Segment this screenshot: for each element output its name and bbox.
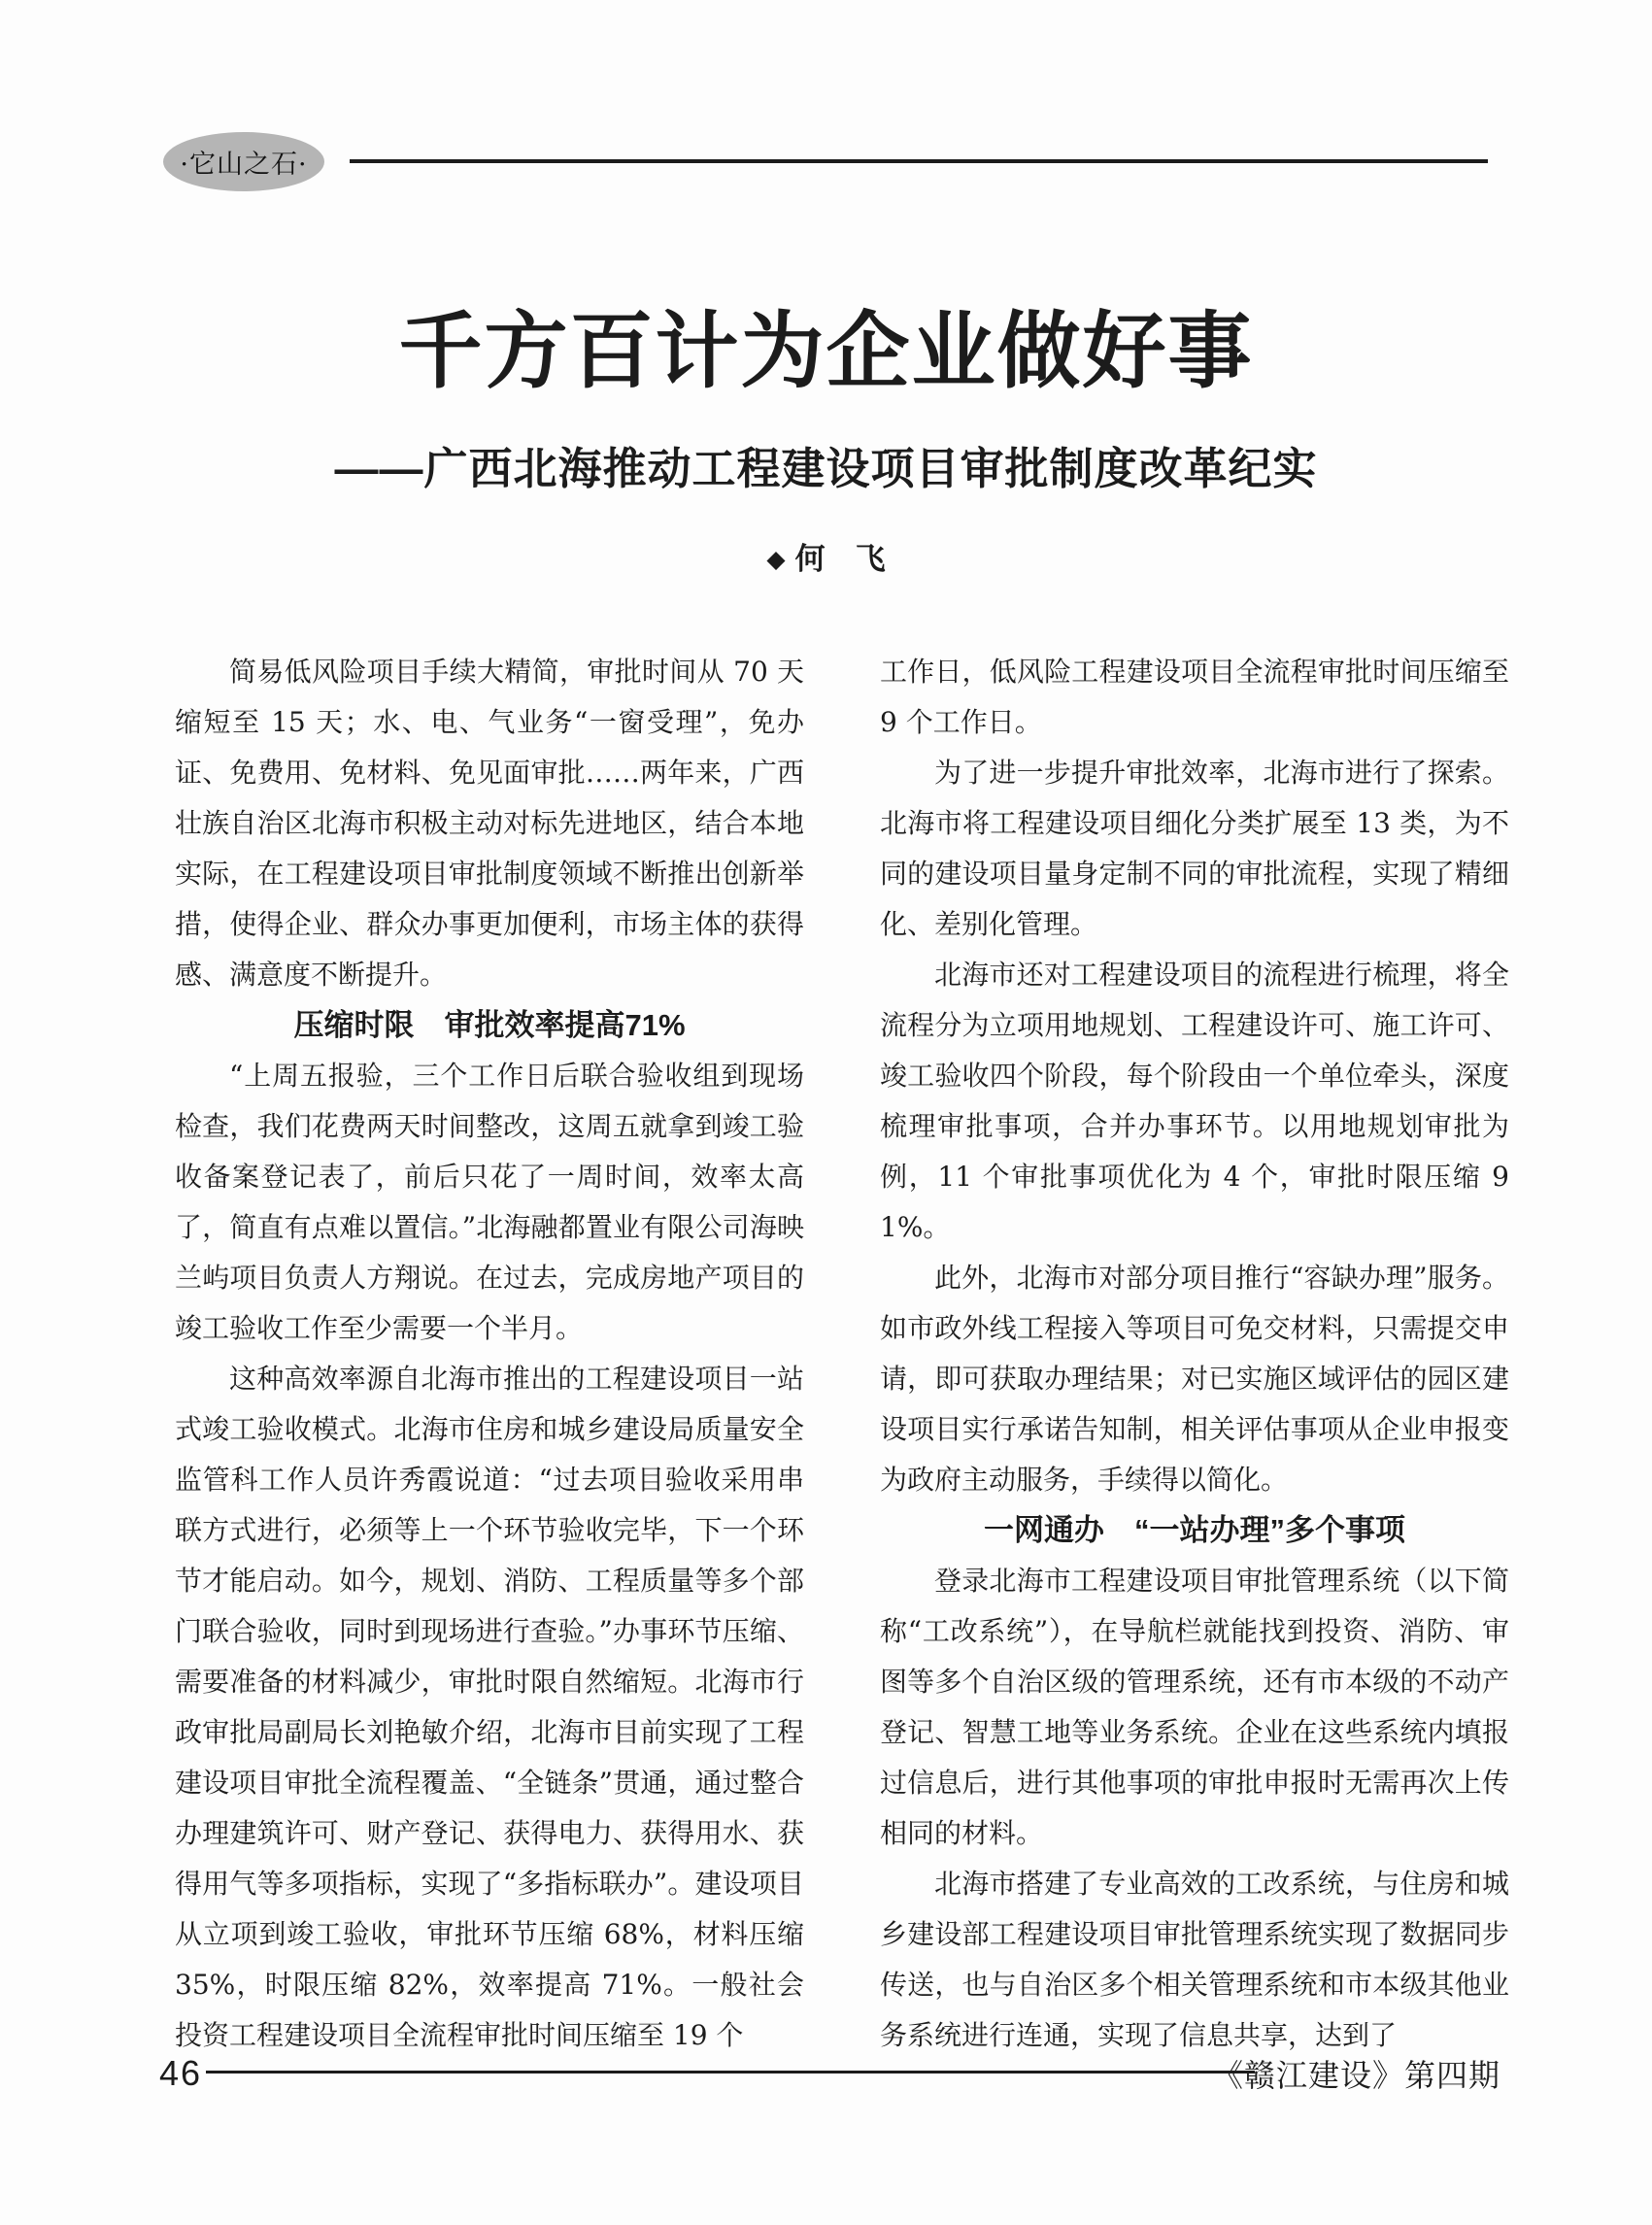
footer-journal-issue: 《赣江建设》第四期 xyxy=(1211,2057,1500,2094)
body-paragraph: 这种高效率源自北海市推出的工程建设项目一站式竣工验收模式。北海市住房和城乡建设局质量安全监管科工作人员许秀霞说道：“过去项目验收采用串联方式进行，必须等上一个环节验收完毕，下一个环节才能启动。如今，规划、消防、工程质量等多个部门联合验收，同时到现场进行查验。”办事环节压缩、需要准备的材料减少，审批时限自然缩短。北海市行政审批局副局长刘艳敏介绍，北海市目前实现了工程建设项目审批全流程覆盖、“全链条”贯通，通过整合办理建筑许可、财产登记、获得电力、获得用水、获得用气等多项指标，实现了“多指标联办”。建设项目从立项到竣工验收，审批环节压缩 68%，材料压缩 35%，时限压缩 82%，效率提高 71%。一般社会投资工程建设项目全流程审批时间压缩至 19 个 xyxy=(175,1363,804,2051)
body-paragraph: 北海市搭建了专业高效的工改系统，与住房和城乡建设部工程建设项目审批管理系统实现了数据同步传送，也与自治区多个相关管理系统和市本级其他业务系统进行连通，实现了信息共享，达到了 xyxy=(880,1868,1509,2051)
left-column xyxy=(175,647,804,2061)
right-column xyxy=(880,647,1509,2061)
header-rule xyxy=(350,159,1488,163)
author-diamond-icon: ◆ xyxy=(766,545,786,573)
body-paragraph: 简易低风险项目手续大精简，审批时间从 70 天缩短至 15 天；水、电、气业务“一窗受理”，免办证、免费用、免材料、免见面审批……两年来，广西壮族自治区北海市积极主动对标先进地区，结合本地实际，在工程建设项目审批制度领域不断推出创新举措，使得企业、群众办事更加便利，市场主体的获得感、满意度不断提升。 xyxy=(175,656,804,991)
section-heading: 压缩时限 审批效率提高71% xyxy=(293,1008,686,1042)
body-paragraph: 为了进一步提升审批效率，北海市进行了探索。北海市将工程建设项目细化分类扩展至 13 类，为不同的建设项目量身定制不同的审批流程，实现了精细化、差别化管理。 xyxy=(880,757,1509,940)
author-line xyxy=(0,534,1652,578)
body-paragraph: 此外，北海市对部分项目推行“容缺办理”服务。如市政外线工程接入等项目可免交材料，只需提交申请，即可获取办理结果；对已实施区域评估的园区建设项目实行承诺告知制，相关评估事项从企业申报变为政府主动服务，手续得以简化。 xyxy=(880,1262,1509,1496)
footer-page-number: 46 xyxy=(159,2053,203,2093)
body-paragraph: “上周五报验，三个工作日后联合验收组到现场检查，我们花费两天时间整改，这周五就拿到竣工验收备案登记表了，前后只花了一周时间，效率太高了，简直有点难以置信。”北海融都置业有限公司海映兰屿项目负责人方翔说。在过去，完成房地产项目的竣工验收工作至少需要一个半月。 xyxy=(175,1060,804,1344)
section-heading: 一网通办 “一站办理”多个事项 xyxy=(984,1513,1405,1547)
body-paragraph: 北海市还对工程建设项目的流程进行梳理，将全流程分为立项用地规划、工程建设许可、施工许可、竣工验收四个阶段，每个阶段由一个单位牵头，深度梳理审批事项，合并办事环节。以用地规划审批为例，11 个审批事项优化为 4 个，审批时限压缩 91%。 xyxy=(880,959,1509,1243)
section-badge xyxy=(163,132,324,191)
body-paragraph: 工作日，低风险工程建设项目全流程审批时间压缩至 9 个工作日。 xyxy=(880,656,1509,738)
badge-label: ·它山之石· xyxy=(180,150,308,180)
article-title: 千方百计为企业做好事 xyxy=(398,302,1254,400)
author-name: 何 飞 xyxy=(794,542,886,577)
article-body xyxy=(175,647,1509,2061)
footer-rule xyxy=(206,2071,1255,2073)
article-subtitle: ——广西北海推动工程建设项目审批制度改革纪实 xyxy=(334,444,1318,493)
body-paragraph: 登录北海市工程建设项目审批管理系统（以下简称“工改系统”），在导航栏就能找到投资、消防、审图等多个自治区级的管理系统，还有市本级的不动产登记、智慧工地等业务系统。企业在这些系统内填报过信息后，进行其他事项的审批申报时无需再次上传相同的材料。 xyxy=(880,1565,1509,1849)
